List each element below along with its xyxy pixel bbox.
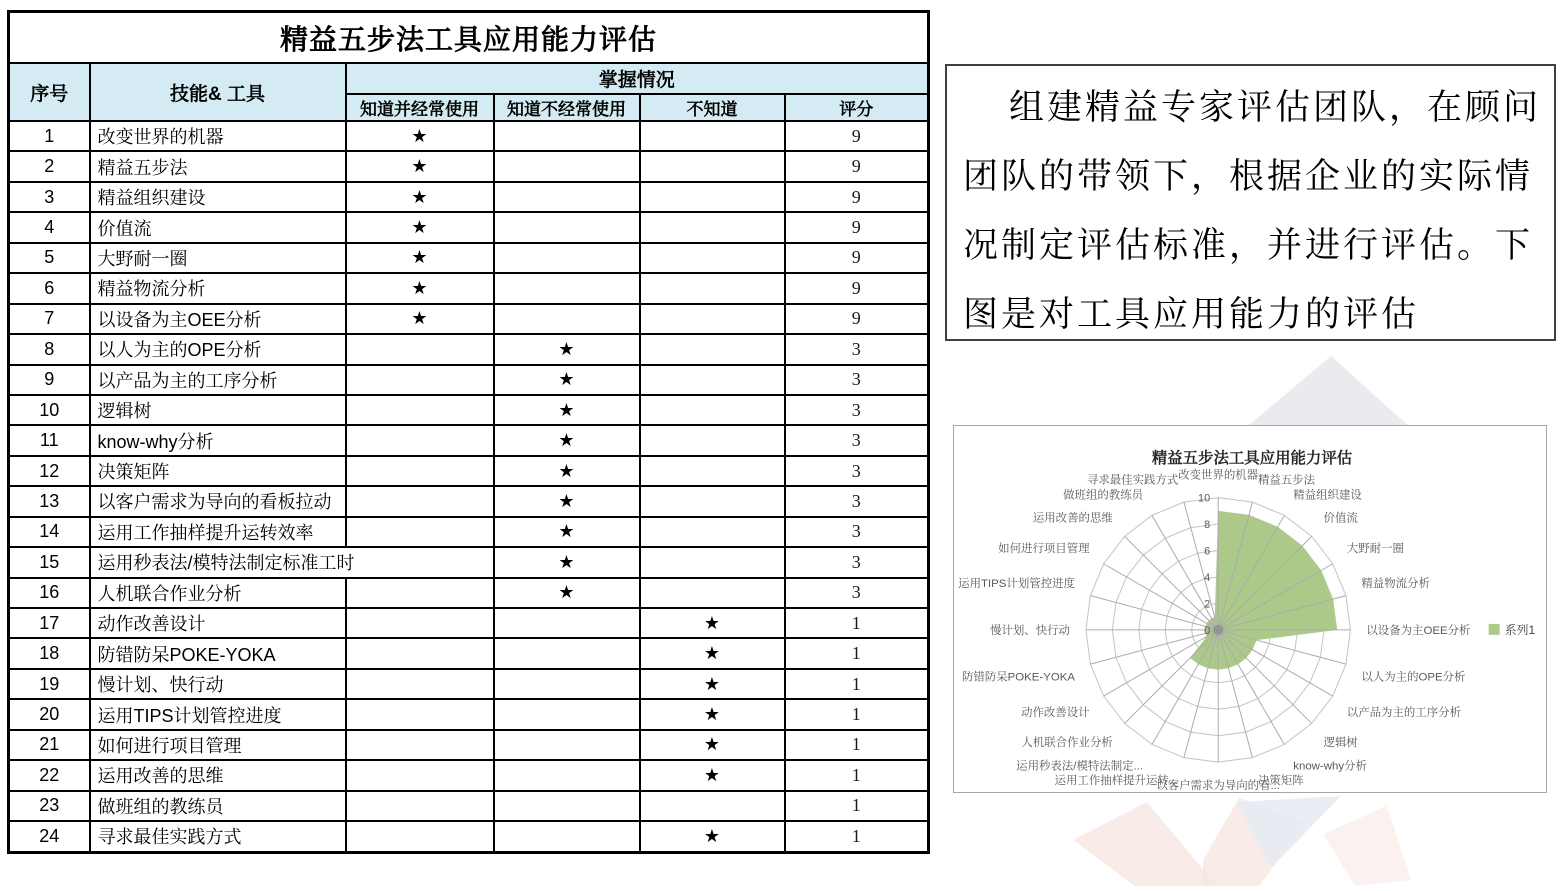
table-row	[9, 425, 929, 455]
note-line: 组建精益专家评估团队，在顾问	[1009, 88, 1542, 127]
row-no: 14	[9, 517, 90, 547]
watermark-pink-shape	[1073, 802, 1217, 886]
table-title-row	[9, 12, 929, 64]
category-label: 动作改善设计	[1021, 706, 1090, 719]
unknown-star	[640, 547, 785, 577]
skill-name: 运用改善的思维	[90, 760, 346, 790]
skill-name: 寻求最佳实践方式	[90, 821, 346, 852]
skill-name: 运用秒表法/模特法制定标准工时	[90, 547, 494, 577]
score-value: 3	[785, 578, 929, 608]
table-row	[9, 730, 929, 760]
often-star	[346, 578, 494, 608]
row-no: 6	[9, 273, 90, 303]
row-no: 11	[9, 425, 90, 455]
skill-name: 以人为主的OPE分析	[90, 334, 346, 364]
axis-tick-label: 10	[1198, 492, 1211, 505]
score-value: 9	[785, 151, 929, 181]
table-header-row-1	[9, 63, 929, 94]
skill-name: 运用TIPS计划管控进度	[90, 699, 346, 729]
often-star	[346, 791, 494, 821]
radar-spoke	[1104, 564, 1219, 630]
row-no: 5	[9, 243, 90, 273]
row-no: 24	[9, 821, 90, 852]
category-label: 精益五步法	[1258, 474, 1316, 487]
table-row	[9, 365, 929, 395]
row-no: 22	[9, 760, 90, 790]
skill-name: 防错防呆POKE-YOKA	[90, 638, 346, 668]
seldom-star	[494, 821, 640, 852]
category-label: 运用TIPS计划管控进度	[958, 578, 1075, 591]
score-value: 9	[785, 121, 929, 151]
row-no: 2	[9, 151, 90, 181]
col-header-often: 知道并经常使用	[346, 94, 494, 121]
unknown-star	[640, 212, 785, 242]
col-header-no: 序号	[9, 63, 90, 121]
seldom-star: ★	[494, 425, 640, 455]
skill-name: 价值流	[90, 212, 346, 242]
category-label: 防错防呆POKE-YOKA	[961, 671, 1075, 684]
score-value: 3	[785, 395, 929, 425]
often-star: ★	[346, 243, 494, 273]
row-no: 17	[9, 608, 90, 638]
row-no: 8	[9, 334, 90, 364]
often-star: ★	[346, 273, 494, 303]
category-label: 以设备为主OEE分析	[1366, 624, 1471, 637]
category-label: 寻求最佳实践方式	[1086, 474, 1179, 487]
score-value: 3	[785, 365, 929, 395]
category-label: know-why分析	[1293, 760, 1367, 773]
watermark-logo-shapes	[1055, 792, 1435, 886]
seldom-star: ★	[494, 334, 640, 364]
table-row	[9, 791, 929, 821]
category-label: 运用秒表法/模特法制定...	[1016, 760, 1144, 773]
seldom-star	[494, 730, 640, 760]
col-header-skill: 技能& 工具	[90, 63, 346, 121]
score-value: 3	[785, 486, 929, 516]
unknown-star: ★	[640, 608, 785, 638]
col-header-unknown: 不知道	[640, 94, 785, 121]
score-value: 3	[785, 547, 929, 577]
skill-name: 运用工作抽样提升运转效率	[90, 517, 346, 547]
row-no: 3	[9, 182, 90, 212]
skill-name: 慢计划、快行动	[90, 669, 346, 699]
often-star	[346, 365, 494, 395]
note-box	[945, 64, 1556, 341]
seldom-star	[494, 791, 640, 821]
unknown-star	[640, 334, 785, 364]
axis-tick-label: 6	[1204, 545, 1211, 558]
category-label: 慢计划、快行动	[990, 624, 1070, 637]
assessment-table	[7, 10, 930, 854]
unknown-star	[640, 182, 785, 212]
row-no: 15	[9, 547, 90, 577]
axis-tick-label: 2	[1204, 598, 1211, 611]
often-star	[346, 395, 494, 425]
axis-tick-label: 4	[1204, 571, 1211, 584]
watermark-pink-shape	[1323, 806, 1411, 886]
row-no: 1	[9, 121, 90, 151]
seldom-star	[494, 608, 640, 638]
skill-name: 人机联合作业分析	[90, 578, 346, 608]
score-value: 1	[785, 791, 929, 821]
score-value: 3	[785, 517, 929, 547]
seldom-star	[494, 121, 640, 151]
row-no: 12	[9, 456, 90, 486]
category-label: 人机联合作业分析	[1021, 737, 1113, 750]
legend-swatch	[1489, 624, 1500, 635]
unknown-star	[640, 425, 785, 455]
unknown-star	[640, 243, 785, 273]
unknown-star	[640, 365, 785, 395]
category-label: 以产品为主的工序分析	[1346, 706, 1462, 719]
table-row	[9, 304, 929, 334]
unknown-star	[640, 121, 785, 151]
score-value: 1	[785, 730, 929, 760]
score-value: 1	[785, 699, 929, 729]
unknown-star	[640, 517, 785, 547]
unknown-star: ★	[640, 760, 785, 790]
chart-panel	[953, 425, 1547, 793]
skill-name: 做班组的教练员	[90, 791, 346, 821]
table-row	[9, 395, 929, 425]
unknown-star	[640, 273, 785, 303]
category-label: 精益组织建设	[1293, 489, 1362, 502]
category-label: 精益物流分析	[1361, 578, 1430, 591]
often-star: ★	[346, 182, 494, 212]
row-no: 16	[9, 578, 90, 608]
seldom-star	[494, 212, 640, 242]
table-row	[9, 456, 929, 486]
score-value: 1	[785, 760, 929, 790]
table-row	[9, 608, 929, 638]
score-value: 1	[785, 608, 929, 638]
score-value: 3	[785, 425, 929, 455]
table-row	[9, 517, 929, 547]
skill-name: 如何进行项目管理	[90, 730, 346, 760]
table-row	[9, 182, 929, 212]
note-line: 图是对工具应用能力的评估	[963, 295, 1420, 334]
often-star: ★	[346, 304, 494, 334]
category-label: 决策矩阵	[1258, 775, 1304, 788]
row-no: 4	[9, 212, 90, 242]
unknown-star: ★	[640, 638, 785, 668]
score-value: 9	[785, 273, 929, 303]
table-body	[9, 121, 929, 852]
skill-name: know-why分析	[90, 425, 346, 455]
seldom-star	[494, 699, 640, 729]
category-label: 以人为主的OPE分析	[1361, 671, 1466, 684]
score-value: 9	[785, 243, 929, 273]
radar-spoke	[1090, 596, 1218, 630]
unknown-star	[640, 304, 785, 334]
seldom-star: ★	[494, 486, 640, 516]
row-no: 20	[9, 699, 90, 729]
skill-name: 精益组织建设	[90, 182, 346, 212]
unknown-star: ★	[640, 730, 785, 760]
table-row	[9, 699, 929, 729]
often-star	[346, 699, 494, 729]
axis-tick-label: 8	[1204, 519, 1211, 532]
row-no: 9	[9, 365, 90, 395]
table-row	[9, 151, 929, 181]
often-star	[346, 730, 494, 760]
radar-spoke	[1218, 630, 1312, 724]
category-label: 逻辑树	[1323, 737, 1358, 750]
row-no: 21	[9, 730, 90, 760]
seldom-star: ★	[494, 365, 640, 395]
category-label: 做班组的教练员	[1063, 489, 1144, 502]
table-row	[9, 669, 929, 699]
seldom-star	[494, 669, 640, 699]
table-row	[9, 578, 929, 608]
radar-spoke	[1125, 630, 1219, 724]
skill-name: 逻辑树	[90, 395, 346, 425]
col-header-seldom: 知道不经常使用	[494, 94, 640, 121]
skill-name: 改变世界的机器	[90, 121, 346, 151]
seldom-star	[494, 638, 640, 668]
skill-name: 大野耐一圈	[90, 243, 346, 273]
skill-name: 精益五步法	[90, 151, 346, 181]
often-star	[346, 669, 494, 699]
note-line: 况制定评估标准，并进行评估。下	[963, 226, 1534, 265]
often-star: ★	[346, 151, 494, 181]
unknown-star	[640, 456, 785, 486]
often-star	[346, 517, 494, 547]
often-star	[346, 486, 494, 516]
seldom-star: ★	[494, 547, 640, 577]
unknown-star: ★	[640, 699, 785, 729]
skill-name: 动作改善设计	[90, 608, 346, 638]
category-label: 以客户需求为导向的看...	[1156, 780, 1281, 792]
row-no: 7	[9, 304, 90, 334]
often-star	[346, 425, 494, 455]
axis-tick-label: 0	[1204, 624, 1211, 637]
radar-center-dot	[1213, 625, 1223, 635]
row-no: 23	[9, 791, 90, 821]
category-label: 改变世界的机器	[1178, 469, 1259, 482]
col-header-score: 评分	[785, 94, 929, 121]
table-row	[9, 547, 929, 577]
seldom-star	[494, 243, 640, 273]
category-label: 大野耐一圈	[1346, 542, 1404, 555]
col-header-mastery: 掌握情况	[346, 63, 929, 94]
skill-name: 以客户需求为导向的看板拉动	[90, 486, 346, 516]
table-row	[9, 760, 929, 790]
unknown-star	[640, 578, 785, 608]
often-star	[346, 334, 494, 364]
table-row	[9, 638, 929, 668]
unknown-star	[640, 395, 785, 425]
score-value: 1	[785, 638, 929, 668]
skill-name: 精益物流分析	[90, 273, 346, 303]
score-value: 9	[785, 212, 929, 242]
unknown-star: ★	[640, 821, 785, 852]
table-row	[9, 486, 929, 516]
score-value: 1	[785, 821, 929, 852]
score-value: 3	[785, 334, 929, 364]
table-title: 精益五步法工具应用能力评估	[9, 12, 929, 64]
score-value: 9	[785, 304, 929, 334]
often-star	[346, 608, 494, 638]
unknown-star	[640, 486, 785, 516]
category-label: 运用工作抽样提升运转...	[1054, 775, 1179, 788]
table-row	[9, 334, 929, 364]
seldom-star	[494, 151, 640, 181]
often-star	[346, 760, 494, 790]
score-value: 1	[785, 669, 929, 699]
seldom-star: ★	[494, 517, 640, 547]
table-row	[9, 821, 929, 852]
category-label: 价值流	[1323, 512, 1358, 525]
score-value: 3	[785, 456, 929, 486]
table-row	[9, 212, 929, 242]
row-no: 10	[9, 395, 90, 425]
seldom-star: ★	[494, 578, 640, 608]
seldom-star	[494, 182, 640, 212]
watermark-gray-triangle	[1243, 356, 1413, 430]
radar-spoke	[1184, 502, 1218, 630]
skill-name: 以产品为主的工序分析	[90, 365, 346, 395]
note-line: 团队的带领下，根据企业的实际情	[963, 157, 1534, 196]
often-star	[346, 821, 494, 852]
skill-name: 以设备为主OEE分析	[90, 304, 346, 334]
category-label: 如何进行项目管理	[998, 542, 1090, 555]
row-no: 13	[9, 486, 90, 516]
table-row	[9, 273, 929, 303]
often-star	[346, 456, 494, 486]
skill-name: 决策矩阵	[90, 456, 346, 486]
table-row	[9, 243, 929, 273]
unknown-star	[640, 151, 785, 181]
often-star: ★	[346, 212, 494, 242]
category-label: 运用改善的思维	[1032, 512, 1113, 525]
legend-label: 系列1	[1504, 622, 1536, 637]
table-row	[9, 121, 929, 151]
score-value: 9	[785, 182, 929, 212]
radar-chart	[954, 426, 1546, 792]
watermark-logo	[1055, 792, 1435, 886]
row-no: 19	[9, 669, 90, 699]
often-star	[346, 638, 494, 668]
series-area	[1190, 511, 1337, 670]
seldom-star	[494, 304, 640, 334]
seldom-star: ★	[494, 456, 640, 486]
often-star: ★	[346, 121, 494, 151]
row-no: 18	[9, 638, 90, 668]
radar-spoke	[1152, 630, 1218, 745]
seldom-star: ★	[494, 395, 640, 425]
seldom-star	[494, 760, 640, 790]
seldom-star	[494, 273, 640, 303]
unknown-star	[640, 791, 785, 821]
chart-title: 精益五步法工具应用能力评估	[1151, 449, 1353, 467]
unknown-star: ★	[640, 669, 785, 699]
